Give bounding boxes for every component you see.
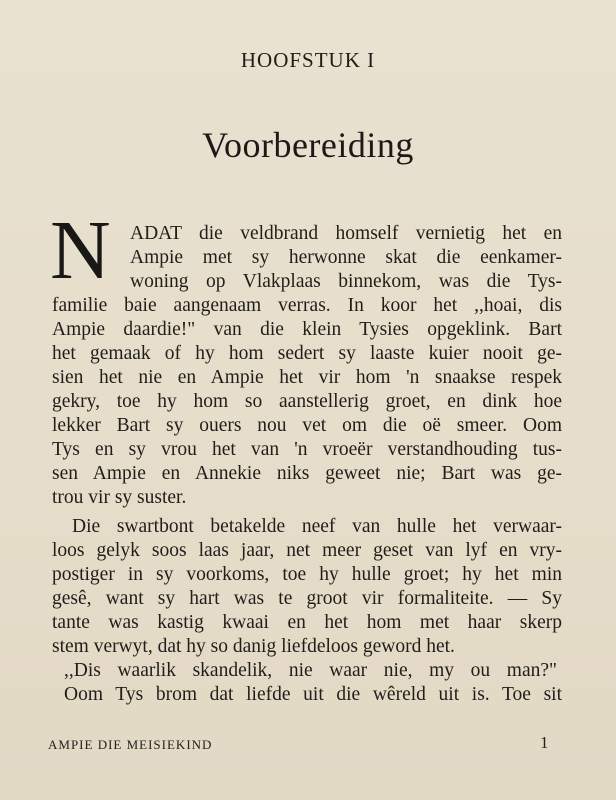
text-line: Tys en sy vrou het van 'n vroeër verstandhouding tus-	[52, 439, 562, 460]
text-line: ADAT die veldbrand homself vernietig het en	[130, 223, 562, 244]
text-line: Ampie met sy herwonne skat die eenkamer-	[130, 247, 562, 268]
text-line: tante was kastig kwaai en het hom met haar skerp	[52, 612, 562, 633]
text-line: het gemaak of hy hom sedert sy laaste kuier nooit ge-	[52, 343, 562, 364]
chapter-label: HOOFSTUK I	[240, 48, 376, 72]
text-line: gesê, want sy hart was te groot vir formaliteite. — Sy	[52, 588, 562, 609]
text-line: familie baie aangenaam verras. In koor het ,,hoai, dis	[52, 295, 562, 316]
page-number: 1	[540, 733, 549, 752]
text-line: Ampie daardie!" van die klein Tysies opgeklink. Bart	[52, 319, 562, 340]
text-line: lekker Bart sy ouers nou vet om die oë smeer. Oom	[52, 415, 562, 436]
text-line: woning op Vlakplaas binnekom, was die Tys-	[130, 271, 562, 292]
text-line: Oom Tys brom dat liefde uit die wêreld uit is. Toe sit	[64, 684, 562, 705]
text-line: Die swartbont betakelde neef van hulle het verwaar-	[72, 516, 562, 537]
text-line: gekry, toe hy hom so aanstellerig groet, en dink hoe	[52, 391, 562, 412]
text-line: sien het nie en Ampie het vir hom 'n snaakse respek	[52, 367, 562, 388]
text-line: ,,Dis waarlik skandelik, nie waar nie, my ou man?"	[64, 660, 557, 681]
running-footer-title: AMPIE DIE MEISIEKIND	[48, 737, 213, 752]
text-line: sen Ampie en Annekie niks geweet nie; Bart was ge-	[52, 463, 562, 484]
text-line: loos gelyk soos laas jaar, net meer geset van lyf en vry-	[52, 540, 562, 561]
drop-cap: N	[50, 204, 111, 297]
chapter-title: Voorbereiding	[202, 125, 414, 165]
text-line: postiger in sy voorkoms, toe hy hulle groet; hy het min	[52, 564, 562, 585]
text-line: stem verwyt, dat hy so danig liefdeloos geword het.	[52, 636, 455, 657]
text-line: trou vir sy suster.	[52, 487, 187, 508]
